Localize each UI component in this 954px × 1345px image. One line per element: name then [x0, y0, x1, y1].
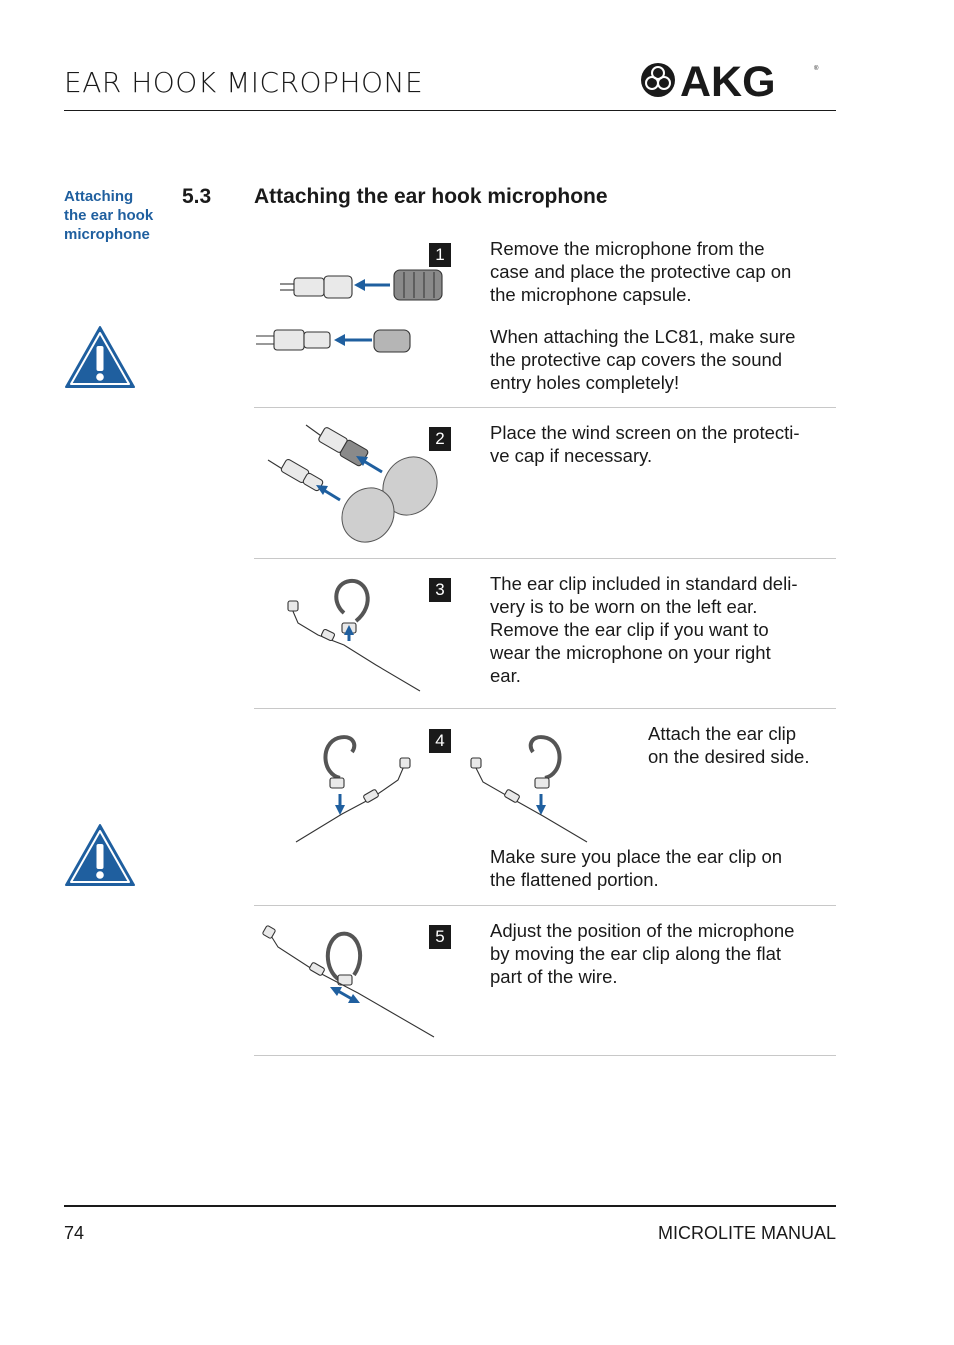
sidebar-note: Attaching the ear hook microphone	[64, 188, 154, 243]
step-2-text: Place the wind screen on the protecti- ve cap if necessary.	[490, 422, 800, 466]
step-4-text: Attach the ear clip on the desired side.	[648, 723, 810, 767]
step-divider	[254, 1055, 836, 1056]
step-divider	[254, 905, 836, 906]
step-number-2: 2	[429, 427, 451, 451]
akg-logo-text: AKG	[680, 60, 776, 100]
step-3-illustration	[284, 575, 424, 695]
step-divider	[254, 558, 836, 559]
warning-triangle-icon	[63, 324, 137, 390]
footer-rule	[64, 1205, 836, 1207]
page-header-title: EAR HOOK MICROPHONE	[64, 66, 424, 99]
step-4-note: Make sure you place the ear clip on the flattened portion.	[490, 846, 783, 890]
step-2-illustration	[264, 420, 444, 545]
step-1-text: Remove the microphone from the case and place the protective cap on the microphone capsule.	[490, 238, 792, 305]
step-3-text: The ear clip included in standard deli- very is to be worn on the left ear. Remove the ear clip if you want to wear the microphone on your right ear.	[490, 573, 798, 686]
step-divider	[254, 708, 836, 709]
step-1-illustration	[254, 250, 454, 370]
section-title: Attaching the ear hook microphone	[254, 185, 608, 208]
header-rule	[64, 110, 836, 111]
step-5-text: Adjust the position of the microphone by moving the ear clip along the flat part of the wire.	[490, 920, 795, 987]
warning-triangle-icon	[63, 822, 137, 888]
page-number: 74	[64, 1223, 85, 1243]
step-4-illustration-right	[465, 730, 595, 845]
step-1-note: When attaching the LC81, make sure the protective cap covers the sound entry holes completely!	[490, 326, 796, 393]
step-number-5: 5	[429, 925, 451, 949]
step-5-illustration	[262, 925, 442, 1045]
svg-text:®: ®	[814, 66, 819, 72]
step-4-illustration-left	[292, 730, 422, 845]
manual-name: MICROLITE MANUAL	[657, 1223, 836, 1243]
step-divider	[254, 407, 836, 408]
step-number-3: 3	[429, 578, 451, 602]
akg-logo	[640, 60, 820, 100]
step-number-4: 4	[429, 729, 451, 753]
section-number: 5.3	[182, 185, 212, 208]
step-number-1: 1	[429, 243, 451, 267]
